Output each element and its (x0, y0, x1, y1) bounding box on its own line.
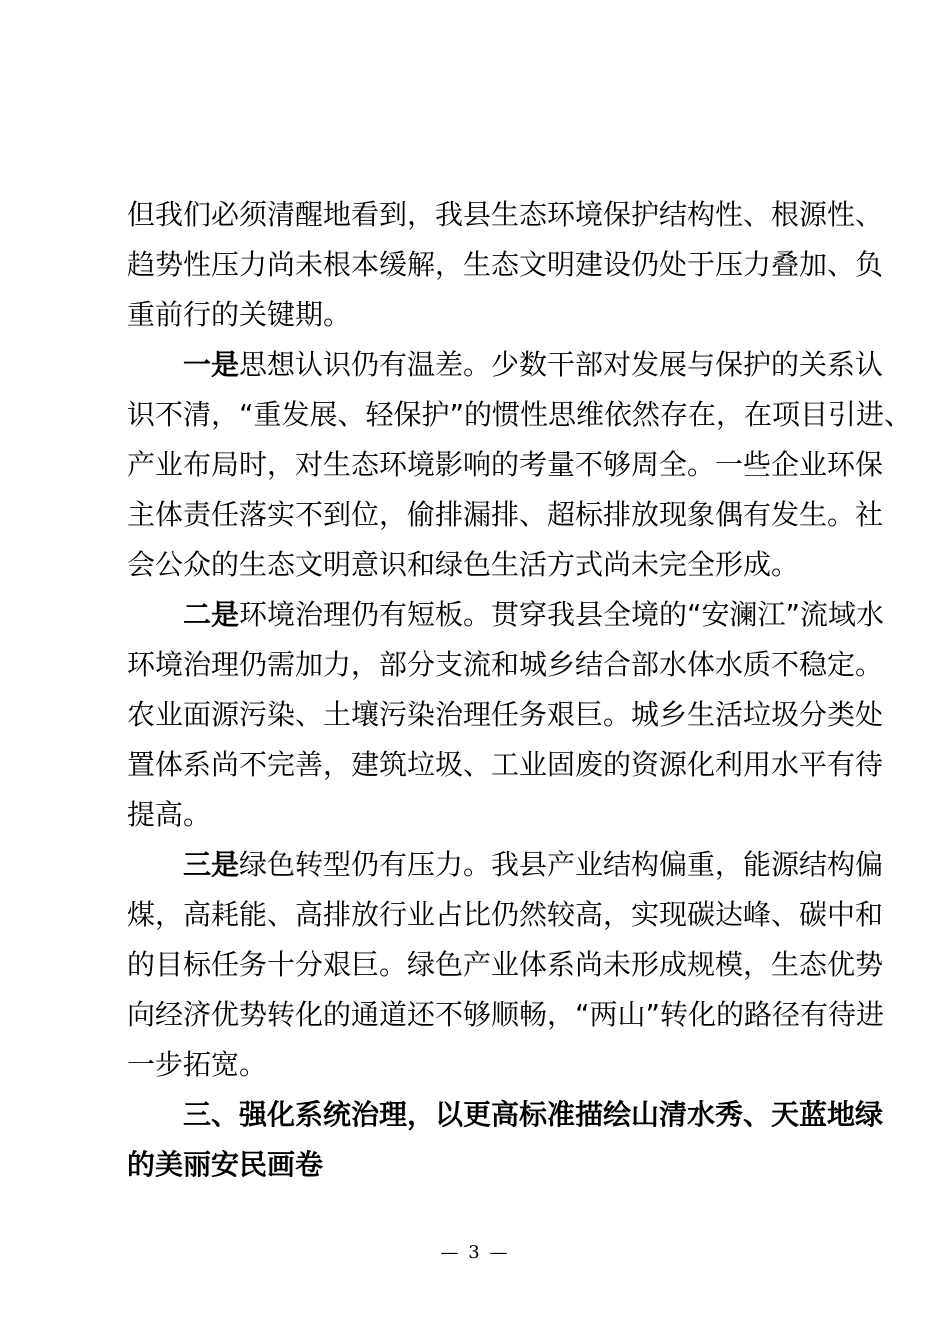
section-heading: 三、强化系统治理，以更高标准描绘山清水秀、天蓝地绿 (183, 1098, 884, 1131)
text-line: 趋势性压力尚未根本缓解，生态文明建设仍处于压力叠加、负 (127, 248, 884, 281)
text-line: 环境治理仍需加力，部分支流和城乡结合部水体水质不稳定。 (127, 648, 884, 681)
text-line: 但我们必须清醒地看到，我县生态环境保护结构性、根源性、 (127, 198, 884, 231)
lead-label-third: 三是 (183, 848, 240, 881)
text-line: 识不清，“重发展、轻保护”的惯性思维依然存在，在项目引进、 (127, 398, 913, 431)
text-line: 主体责任落实不到位，偷排漏排、超标排放现象偶有发生。社 (127, 498, 884, 531)
section-heading-continued: 的美丽安民画卷 (127, 1148, 324, 1181)
text-line: 会公众的生态文明意识和绿色生活方式尚未完全形成。 (127, 548, 800, 581)
text-line: 重前行的关键期。 (127, 298, 352, 331)
text-line: 产业布局时，对生态环境影响的考量不够周全。一些企业环保 (127, 448, 884, 481)
text-span: 绿色转型仍有压力。我县产业结构偏重，能源结构偏 (239, 848, 884, 881)
paragraph-first-line (183, 590, 884, 640)
text-line: 农业面源污染、土壤污染治理任务艰巨。城乡生活垃圾分类处 (127, 698, 884, 731)
text-line: 置体系尚不完善，建筑垃圾、工业固废的资源化利用水平有待 (127, 748, 884, 781)
paragraph-first-line (183, 340, 883, 390)
lead-label-second: 二是 (183, 598, 240, 631)
paragraph-first-line (183, 840, 883, 890)
text-span: 环境治理仍有短板。贯穿我县全境的“安澜江”流域水 (239, 598, 885, 631)
text-line: 的目标任务十分艰巨。绿色产业体系尚未形成规模，生态优势 (127, 948, 884, 981)
text-line: 向经济优势转化的通道还不够顺畅，“两山”转化的路径有待进 (127, 998, 885, 1031)
text-line: 一步拓宽。 (127, 1048, 268, 1081)
text-line: 煤，高耗能、高排放行业占比仍然较高，实现碳达峰、碳中和 (127, 898, 884, 931)
text-span: 思想认识仍有温差。少数干部对发展与保护的关系认 (239, 348, 884, 381)
text-line: 提高。 (127, 798, 212, 831)
lead-label-first: 一是 (183, 348, 240, 381)
page-number: — 3 — (440, 1242, 510, 1263)
